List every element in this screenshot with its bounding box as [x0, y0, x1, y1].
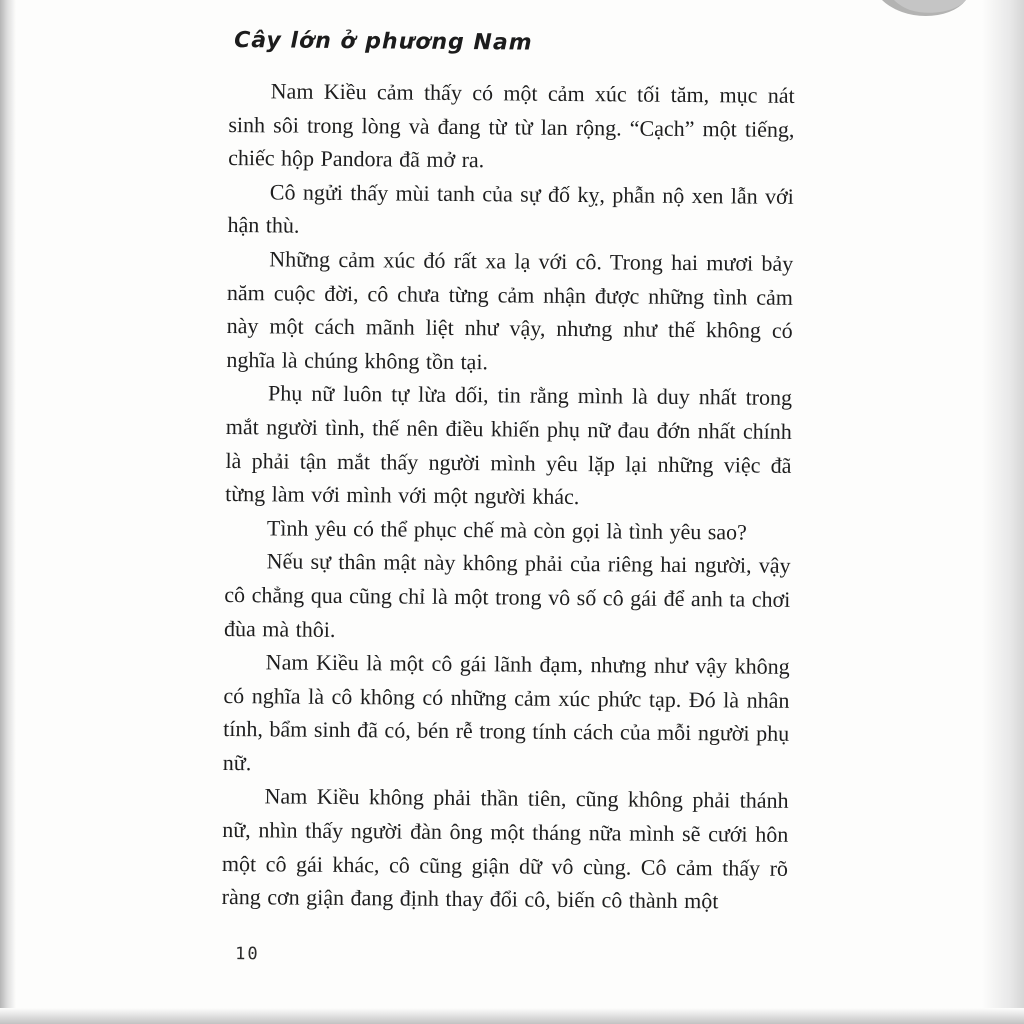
paragraph: Cô ngửi thấy mùi tanh của sự đố kỵ, phẫn nộ xen lẫn với hận thù. — [227, 179, 794, 238]
paragraph: Nam Kiều không phải thần tiên, cũng không phải thánh nữ, nhìn thấy người đàn ông một tháng nữa mình sẽ cưới hôn một cô gái khác, cô cũng giận dữ vô cùng. Cô cảm thấy rõ ràng cơn giận đang định thay đổi cô, biến cô thành một — [221, 783, 789, 914]
running-header: Cây lớn ở phương Nam — [234, 28, 533, 56]
paragraph: Nếu sự thân mật này không phải của riêng hai người, vậy cô chẳng qua cũng chỉ là một trong vô số cô gái để anh ta chơi đùa mà thôi. — [223, 548, 791, 642]
paragraph: Những cảm xúc đó rất xa lạ với cô. Trong hai mươi bảy năm cuộc đời, cô chưa từng cảm nhận được những tình cảm này một cách mãnh liệt như vậy, nhưng như thế không có nghĩa là chúng không tồn tại. — [226, 246, 794, 375]
paragraph: Phụ nữ luôn tự lừa dối, tin rằng mình là duy nhất trong mắt người tình, thế nên điều khiến phụ nữ đau đớn nhất chính là phải tận mắt thấy người mình yêu lặp lại những việc đã từng làm với mình với một người khác. — [225, 380, 793, 510]
page-number: 10 — [235, 944, 260, 965]
paragraph: Tình yêu có thể phục chế mà còn gọi là tình yêu sao? — [266, 515, 747, 545]
page-body — [222, 74, 795, 919]
paragraph: Nam Kiều cảm thấy có một cảm xúc tối tăm, mục nát sinh sôi trong lòng và đang từ từ lan rộng. “Cạch” một tiếng, chiếc hộp Pandora đã mở ra. — [228, 78, 795, 173]
paragraph: Nam Kiều là một cô gái lãnh đạm, nhưng như vậy không có nghĩa là cô không có những cảm xúc phức tạp. Đó là nhân tính, bẩm sinh đã có, bén rễ trong tính cách của mỗi người phụ nữ. — [222, 649, 790, 776]
